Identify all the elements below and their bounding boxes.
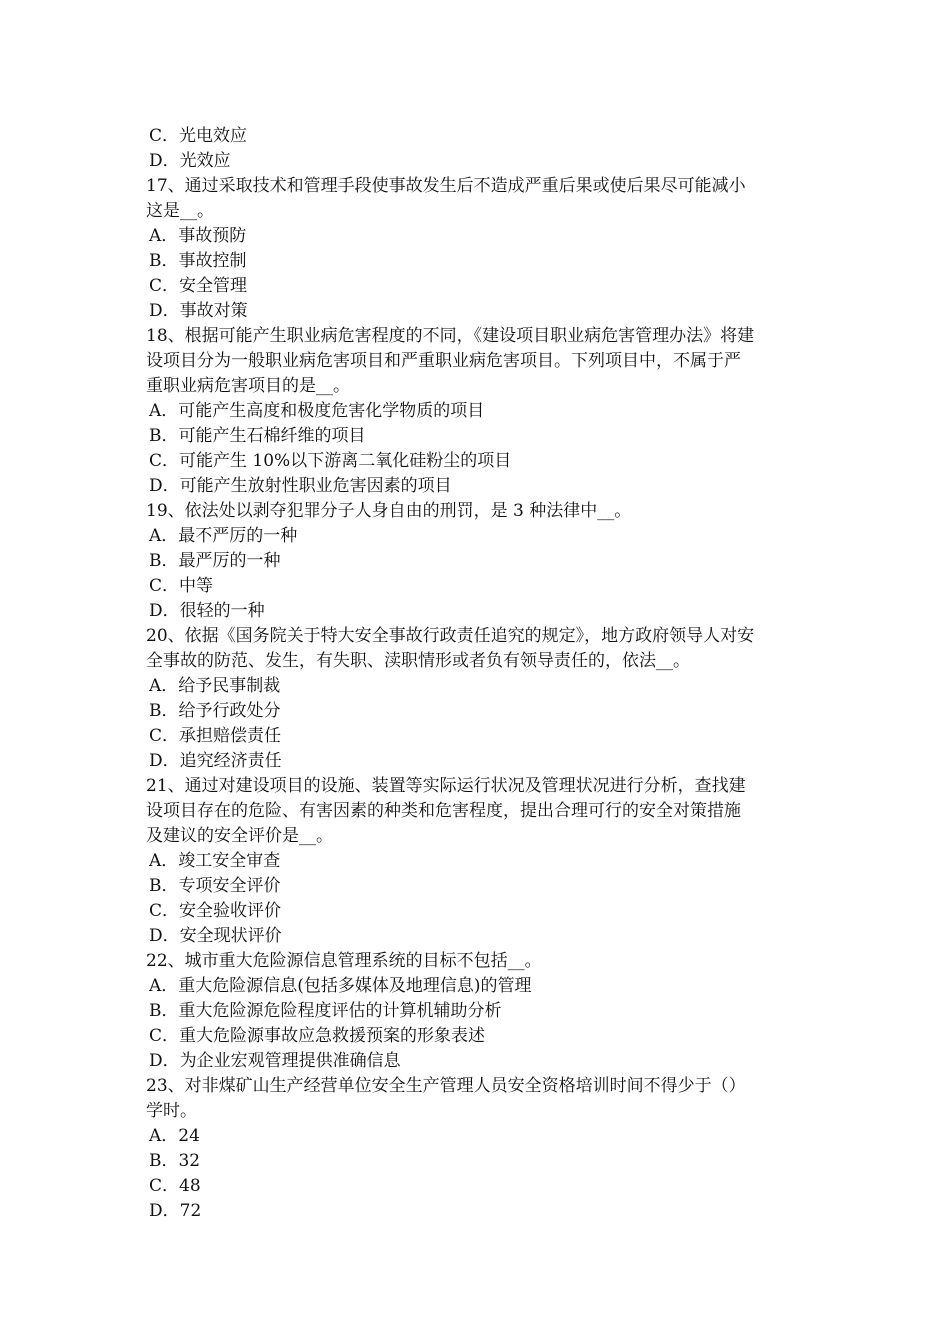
answer-option: B．可能产生石棉纤维的项目	[149, 426, 366, 446]
answer-option: D．可能产生放射性职业危害因素的项目	[149, 476, 452, 496]
answer-option: C．重大危险源事故应急救援预案的形象表述	[149, 1026, 486, 1046]
answer-option: C．可能产生 10%以下游离二氧化硅粉尘的项目	[149, 451, 512, 471]
answer-option: A．最不严厉的一种	[149, 526, 298, 546]
answer-option: B．专项安全评价	[149, 876, 281, 896]
question-stem	[146, 324, 810, 399]
answer-option: D．安全现状评价	[149, 926, 282, 946]
answer-option: A．竣工安全审查	[149, 851, 281, 871]
answer-option: D．72	[149, 1201, 202, 1221]
answer-option: B．重大危险源危险程度评估的计算机辅助分析	[149, 1001, 502, 1021]
answer-option: C．48	[149, 1176, 201, 1196]
question-stem	[146, 949, 810, 974]
question-list	[146, 124, 810, 1224]
question-line: 18、根据可能产生职业病危害程度的不同，《建设项目职业病危害管理办法》将建	[146, 326, 755, 346]
answer-option: B．事故控制	[149, 251, 247, 271]
answer-option: A．可能产生高度和极度危害化学物质的项目	[149, 401, 485, 421]
answer-option: B．32	[149, 1151, 201, 1171]
answer-option: D．追究经济责任	[149, 751, 282, 771]
question-line: 23、对非煤矿山生产经营单位安全生产管理人员安全资格培训时间不得少于（）	[146, 1076, 746, 1096]
answer-option: C．中等	[149, 576, 214, 596]
question-line: 20、依据《国务院关于特大安全事故行政责任追究的规定》，地方政府领导人对安	[146, 626, 755, 646]
answer-option: A．事故预防	[149, 226, 247, 246]
question-line: 17、通过采取技术和管理手段使事故发生后不造成严重后果或使后果尽可能减小	[146, 176, 746, 196]
answer-option: C．安全管理	[149, 276, 248, 296]
answer-option: A．24	[149, 1126, 200, 1146]
question-line: 全事故的防范、发生，有失职、渎职情形或者负有领导责任的，依法__。	[146, 651, 690, 671]
answer-option: C．安全验收评价	[149, 901, 282, 921]
answer-option: B．最严厉的一种	[149, 551, 281, 571]
question-line: 21、通过对建设项目的设施、装置等实际运行状况及管理状况进行分析，查找建	[146, 776, 746, 796]
question-stem	[146, 1074, 810, 1124]
question-line: 这是__。	[146, 201, 214, 221]
question-stem	[146, 624, 810, 674]
answer-option: A．重大危险源信息(包括多媒体及地理信息)的管理	[149, 976, 532, 996]
answer-option: D．为企业宏观管理提供准确信息	[149, 1051, 401, 1071]
answer-option: D．事故对策	[149, 301, 248, 321]
question-line: 学时。	[146, 1101, 197, 1121]
question-stem	[146, 174, 810, 224]
question-line: 设项目存在的危险、有害因素的种类和危害程度，提出合理可行的安全对策措施	[146, 801, 741, 821]
answer-option: D．光效应	[149, 151, 231, 171]
answer-option: A．给予民事制裁	[149, 676, 281, 696]
question-line: 设项目分为一般职业病危害项目和严重职业病危害项目。下列项目中，不属于严	[146, 351, 741, 371]
question-line: 19、依法处以剥夺犯罪分子人身自由的刑罚，是 3 种法律中__。	[146, 501, 632, 521]
answer-option: C．承担赔偿责任	[149, 726, 282, 746]
question-stem	[146, 774, 810, 849]
question-line: 及建议的安全评价是__。	[146, 826, 333, 846]
answer-option: D．很轻的一种	[149, 601, 265, 621]
answer-option: B．给予行政处分	[149, 701, 281, 721]
question-stem	[146, 499, 810, 524]
answer-option: C．光电效应	[149, 126, 248, 146]
question-line: 重职业病危害项目的是__。	[146, 376, 350, 396]
question-line: 22、城市重大危险源信息管理系统的目标不包括__。	[146, 951, 542, 971]
